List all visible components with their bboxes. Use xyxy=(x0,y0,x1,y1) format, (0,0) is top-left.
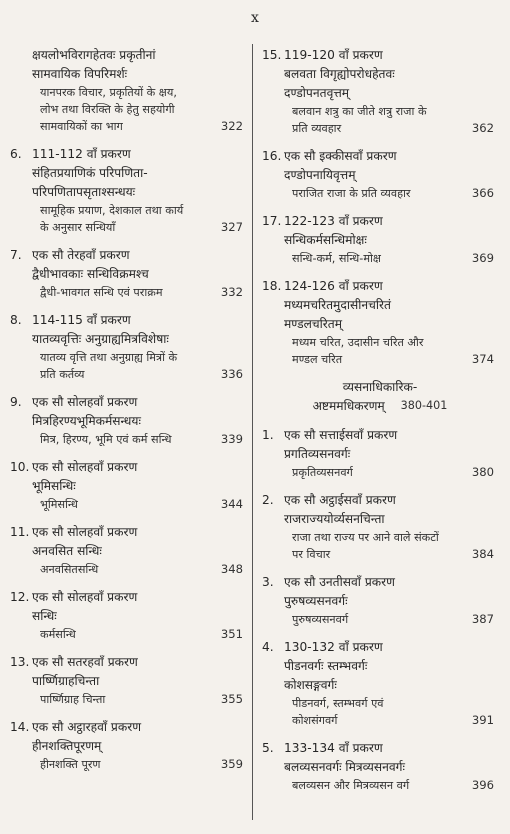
entry-heading: एक सौ तेरहवाँ प्रकरण xyxy=(32,248,130,262)
entry-heading: एक सौ सतरहवाँ प्रकरण xyxy=(32,655,138,669)
entry-title: पार्ष्णिग्राहचिन्ता xyxy=(32,674,100,688)
entry-title: मित्रहिरण्यभूमिकर्मसन्धयः xyxy=(32,414,141,428)
entry-description: पर विचार 384 xyxy=(292,547,494,561)
toc-entry xyxy=(262,573,498,628)
entry-title: बलव्यसनवर्गः मित्रव्यसनवर्गः xyxy=(284,760,405,774)
entry-page: 391 xyxy=(471,713,494,727)
entry-title: राजराज्ययोर्व्यसनचिन्ता xyxy=(284,512,385,526)
entry-description: प्रति व्यवहार 362 xyxy=(292,121,494,135)
entry-page: 374 xyxy=(471,352,494,366)
section-title: व्यसनाधिकारिक- xyxy=(342,380,418,394)
entry-number: 6. xyxy=(10,147,22,161)
entry-description: मित्र, हिरण्य, भूमि एवं कर्म सन्धि 339 xyxy=(40,432,243,446)
entry-title: संहितप्रयाणिकं परिपणिता- xyxy=(32,166,148,180)
entry-number: 4. xyxy=(262,640,274,654)
entry-heading: 114-115 वाँ प्रकरण xyxy=(32,313,131,327)
entry-description: पार्ष्णिग्राह चिन्ता 355 xyxy=(40,692,243,706)
toc-entry xyxy=(10,653,247,708)
entry-number: 13. xyxy=(10,655,30,669)
entry-number: 5. xyxy=(262,741,274,755)
entry-description: कोशसंगवर्ग 391 xyxy=(292,713,494,727)
entry-number: 17. xyxy=(262,214,282,228)
entry-heading: एक सौ उनतीसवाँ प्रकरण xyxy=(284,575,395,589)
entry-page: 387 xyxy=(471,612,494,626)
entry-description: बलवान शत्रु का जीते शत्रु राजा के xyxy=(292,105,427,118)
toc-right-column xyxy=(262,46,498,804)
entry-description: लोभ तथा विरक्ति के हेतु सहयोगी xyxy=(40,103,175,116)
entry-page: 396 xyxy=(471,778,494,792)
entry-title: पीडनवर्गः स्तम्भवर्गः xyxy=(284,659,368,673)
entry-title: परिपणितापसृताश्सन्धयः xyxy=(32,185,136,199)
entry-number: 12. xyxy=(10,590,30,604)
entry-description: हीनशक्ति पूरण 359 xyxy=(40,757,243,771)
entry-page: 344 xyxy=(220,497,243,511)
entry-title: दण्डोपनायिवृत्तम् xyxy=(284,168,356,182)
entry-page: 351 xyxy=(220,627,243,641)
toc-entry xyxy=(262,147,498,202)
toc-entry xyxy=(10,393,247,448)
toc-entry xyxy=(10,588,247,643)
toc-entry xyxy=(262,638,498,729)
entry-page: 362 xyxy=(471,121,494,135)
entry-page: 339 xyxy=(220,432,243,446)
entry-number: 11. xyxy=(10,525,30,539)
toc-entry xyxy=(262,739,498,794)
entry-description: के अनुसार सन्धियाँ 327 xyxy=(40,220,243,234)
entry-title: अनवसित सन्धिः xyxy=(32,544,102,558)
entry-number: 16. xyxy=(262,149,282,163)
toc-entry xyxy=(10,246,247,301)
entry-description: अनवसितसन्धि 348 xyxy=(40,562,243,576)
toc-entry xyxy=(262,46,498,137)
entry-page: 336 xyxy=(220,367,243,381)
entry-title: सन्धिः xyxy=(32,609,57,623)
entry-page: 348 xyxy=(220,562,243,576)
entry-description: सामूहिक प्रयाण, देशकाल तथा कार्य xyxy=(40,204,184,217)
entry-page: 359 xyxy=(220,757,243,771)
section-title: अष्टममधिकरणम् xyxy=(312,399,385,413)
entry-title: मण्डलचरितम् xyxy=(284,317,342,331)
entry-page: 380 xyxy=(471,465,494,479)
entry-description: भूमिसन्धि 344 xyxy=(40,497,243,511)
entry-description: पीडनवर्ग, स्तम्भवर्ग एवं xyxy=(292,697,384,710)
entry-title: द्वैधीभावकाः सन्धिविक्रमश्च xyxy=(32,267,149,281)
entry-heading: 124-126 वाँ प्रकरण xyxy=(284,279,383,293)
entry-number: 14. xyxy=(10,720,30,734)
entry-title: सन्धिकर्मसन्धिमोक्षः xyxy=(284,233,367,247)
toc-entry xyxy=(10,523,247,578)
toc-left-column xyxy=(10,46,247,783)
entry-description: द्वैधी-भावगत सन्धि एवं पराक्रम 332 xyxy=(40,285,243,299)
entry-description: प्रकृतिव्यसनवर्ग 380 xyxy=(292,465,494,479)
entry-description: कर्मसन्धि 351 xyxy=(40,627,243,641)
entry-description: यातव्य वृत्ति तथा अनुग्राह्य मित्रों के xyxy=(40,351,178,364)
toc-entry xyxy=(262,212,498,267)
entry-page: 327 xyxy=(220,220,243,234)
entry-heading: एक सौ सत्ताईसवाँ प्रकरण xyxy=(284,428,398,442)
section-page-range: 380-401 xyxy=(400,399,448,412)
toc-entry xyxy=(262,426,498,481)
entry-page: 366 xyxy=(471,186,494,200)
entry-number: 8. xyxy=(10,313,22,327)
entry-heading: एक सौ सोलहवाँ प्रकरण xyxy=(32,460,138,474)
entry-title: बलवता विगृह्योपरोधहेतवः xyxy=(284,67,395,81)
entry-title: पुरुषव्यसनवर्गः xyxy=(284,594,348,608)
toc-entry xyxy=(10,718,247,773)
toc-entry xyxy=(10,311,247,383)
page-number: x xyxy=(251,10,259,26)
entry-number: 2. xyxy=(262,493,274,507)
entry-number: 10. xyxy=(10,460,30,474)
entry-page: 322 xyxy=(220,119,243,133)
entry-title: सामवायिक विपरिमर्शः xyxy=(32,67,128,81)
entry-heading: 119-120 वाँ प्रकरण xyxy=(284,48,383,62)
entry-heading: 122-123 वाँ प्रकरण xyxy=(284,214,383,228)
entry-page: 355 xyxy=(220,692,243,706)
entry-description: मध्यम चरित, उदासीन चरित और xyxy=(292,336,424,349)
entry-heading: एक सौ इक्कीसवाँ प्रकरण xyxy=(284,149,397,163)
entry-number: 7. xyxy=(10,248,22,262)
entry-number: 1. xyxy=(262,428,274,442)
entry-description: राजा तथा राज्य पर आने वाले संकटों xyxy=(292,531,439,544)
entry-heading: एक सौ अट्ठाईसवाँ प्रकरण xyxy=(284,493,396,507)
toc-entry xyxy=(10,145,247,236)
entry-title: कोशसङ्गवर्गः xyxy=(284,678,337,692)
entry-description: यानपरक विचार, प्रकृतियों के क्षय, xyxy=(40,86,177,99)
entry-heading: 111-112 वाँ प्रकरण xyxy=(32,147,131,161)
entry-heading: एक सौ अट्ठारहवाँ प्रकरण xyxy=(32,720,142,734)
toc-entry xyxy=(262,491,498,563)
section-heading xyxy=(262,378,498,416)
entry-description: बलव्यसन और मित्रव्यसन वर्ग 396 xyxy=(292,778,494,792)
entry-description: मण्डल चरित 374 xyxy=(292,352,494,366)
entry-description: सामवायिकों का भाग 322 xyxy=(40,119,243,133)
entry-title: हीनशक्तिपूरणम् xyxy=(32,739,102,753)
entry-description: प्रति कर्तव्य 336 xyxy=(40,367,243,381)
entry-title: प्रगतिव्यसनवर्गः xyxy=(284,447,351,461)
entry-title: यातव्यवृत्तिः अनुग्राह्यमित्रविशेषाः xyxy=(32,332,169,346)
entry-number: 18. xyxy=(262,279,282,293)
entry-heading: 133-134 वाँ प्रकरण xyxy=(284,741,383,755)
entry-number: 15. xyxy=(262,48,282,62)
entry-page: 369 xyxy=(471,251,494,265)
entry-title: भूमिसन्धिः xyxy=(32,479,76,493)
entry-description: पुरुषव्यसनवर्ग 387 xyxy=(292,612,494,626)
toc-entry xyxy=(10,458,247,513)
column-divider xyxy=(252,44,253,820)
entry-heading: 130-132 वाँ प्रकरण xyxy=(284,640,383,654)
entry-page: 332 xyxy=(220,285,243,299)
entry-title: मध्यमचरितमुदासीनचरितं xyxy=(284,298,391,312)
toc-entry xyxy=(262,277,498,368)
entry-title: क्षयलोभविरागहेतवः प्रकृतीनां xyxy=(32,48,156,62)
entry-number: 9. xyxy=(10,395,22,409)
toc-entry xyxy=(10,46,247,135)
entry-heading: एक सौ सोलहवाँ प्रकरण xyxy=(32,395,138,409)
entry-description: पराजित राजा के प्रति व्यवहार 366 xyxy=(292,186,494,200)
entry-number: 3. xyxy=(262,575,274,589)
entry-title: दण्डोपनतवृत्तम् xyxy=(284,86,350,100)
entry-page: 384 xyxy=(471,547,494,561)
entry-heading: एक सौ सोलहवाँ प्रकरण xyxy=(32,590,138,604)
entry-heading: एक सौ सोलहवाँ प्रकरण xyxy=(32,525,138,539)
entry-description: सन्धि-कर्म, सन्धि-मोक्ष 369 xyxy=(292,251,494,265)
